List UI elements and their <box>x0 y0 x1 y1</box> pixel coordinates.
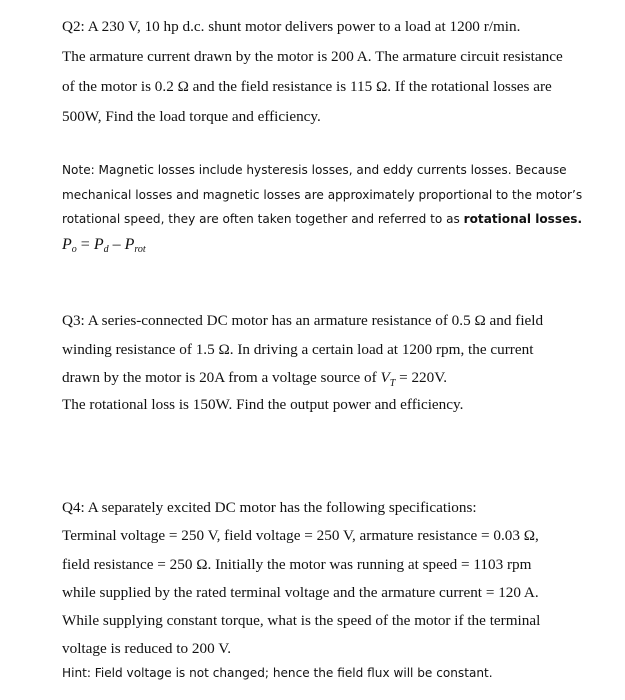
q3-line-1: Q3: A series-connected DC motor has an armature resistance of 0.5 Ω and field <box>62 312 544 329</box>
q2-line-2: The armature current drawn by the motor is 200 A. The armature circuit resistance <box>62 48 563 65</box>
q2-line-3: of the motor is 0.2 Ω and the field resistance is 115 Ω. If the rotational losses are <box>62 78 552 95</box>
q3-line-2: winding resistance of 1.5 Ω. In driving a certain load at 1200 rpm, the current <box>62 341 534 358</box>
q4-line-3: field resistance = 250 Ω. Initially the motor was running at speed = 1103 rpm <box>62 556 532 573</box>
q3-line-3: drawn by the motor is 20A from a voltage source of $V_T = 220V$. <box>62 369 448 390</box>
q4-line-5: While supplying constant torque, what is the speed of the motor if the terminal <box>62 612 541 629</box>
rotational-losses-term: rotational losses. <box>463 212 583 226</box>
q2-line-4: 500W, Find the load torque and efficiency. <box>62 108 321 125</box>
hint-text: Hint: Field voltage is not changed; hence the field flux will be constant. <box>62 666 493 680</box>
terminal-voltage-symbol: V <box>380 369 390 386</box>
rotational-loss-formula: $P_o = P_d - P_{rot}$ <box>62 236 146 255</box>
q4-line-2: Terminal voltage = 250 V, field voltage = 250 V, armature resistance = 0.03 Ω, <box>62 527 539 544</box>
note-line-2: mechanical losses and magnetic losses are approximately proportional to the motor’s <box>62 188 583 202</box>
q4-line-6: voltage is reduced to 200 V. <box>62 640 232 657</box>
note-line-1: Note: Magnetic losses include hysteresis losses, and eddy currents losses. Because <box>62 163 567 177</box>
note-line-3-text: rotational speed, they are often taken together and referred to as <box>62 212 464 226</box>
q4-line-1: Q4: A separately excited DC motor has the following specifications: <box>62 499 477 516</box>
q3-line-4: The rotational loss is 150W. Find the output power and efficiency. <box>62 396 464 413</box>
q2-line-1: Q2: A 230 V, 10 hp d.c. shunt motor delivers power to a load at 1200 r/min. <box>62 18 521 35</box>
q4-line-4: while supplied by the rated terminal voltage and the armature current = 120 A. <box>62 584 539 601</box>
note-line-3 <box>62 212 582 226</box>
